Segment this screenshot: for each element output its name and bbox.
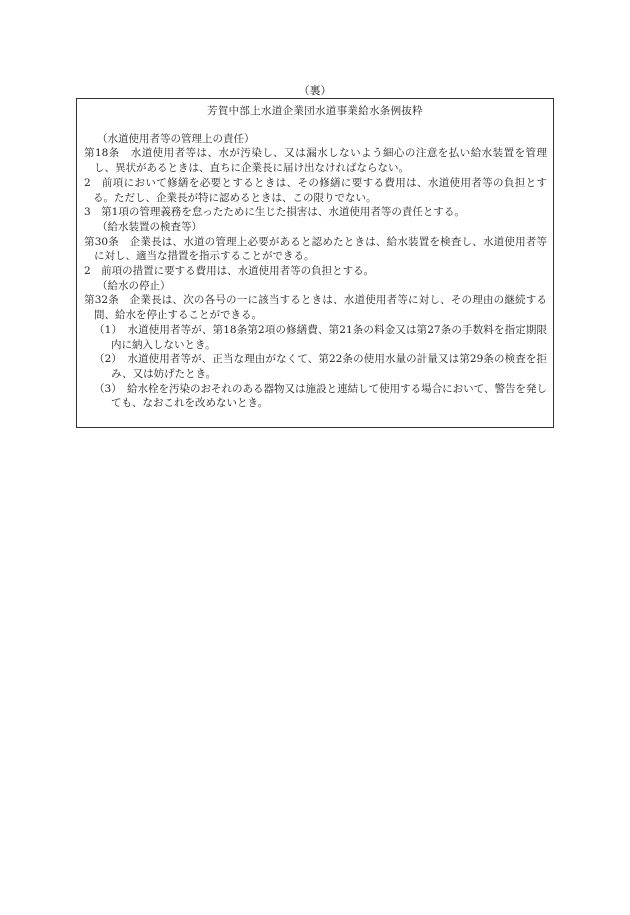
article-18: 第18条 水道使用者等は、水が汚染し、又は漏水しないよう細心の注意を払い給水装置を管理し、異状があるときは、直ちに企業長に届け出なければならない。	[84, 147, 547, 175]
article-30: 第30条 企業長は、水道の管理上必要があると認めたときは、給水装置を検査し、水道使用者等に対し、適当な措置を指示することができる。	[84, 235, 547, 263]
spacer	[77, 119, 553, 132]
article-32-item-3: （3） 給水栓を汚染のおそれのある器物又は施設と連結して使用する場合において、警告を発しても、なおこれを改めないとき。	[94, 382, 547, 410]
section-inspection	[77, 220, 553, 279]
page-side-label: （裏）	[298, 84, 332, 97]
section-management-responsibility	[77, 132, 553, 220]
document-title: 芳賀中部上水道企業団水道事業給水条例抜粋	[207, 105, 423, 117]
article-30-paragraph-2: 2 前項の措置に要する費用は、水道使用者等の負担とする。	[84, 265, 375, 278]
section-heading: （給水の停止）	[97, 279, 171, 292]
article-18-paragraph-2: 2 前項において修繕を必要とするときは、その修繕に要する費用は、水道使用者等の負担とする。ただし、企業長が特に認めるときは、この限りでない。	[84, 176, 547, 204]
section-heading: （水道使用者等の管理上の責任）	[97, 132, 255, 145]
section-supply-suspension	[77, 279, 553, 411]
article-18-paragraph-3: 3 第1項の管理義務を怠ったために生じた損害は、水道使用者等の責任とする。	[84, 206, 465, 219]
section-heading: （給水装置の検査等）	[97, 220, 202, 233]
article-32-item-2: （2） 水道使用者等が、正当な理由がなくて、第22条の使用水量の計量又は第29条の検査を拒み、又は妨げたとき。	[94, 353, 547, 380]
article-32-item-1: （1） 水道使用者等が、第18条第2項の修繕費、第21条の料金又は第27条の手数料を指定期限内に納入しないとき。	[94, 323, 547, 351]
ordinance-excerpt-box	[76, 98, 554, 428]
article-32: 第32条 企業長は、次の各号の一に該当するときは、水道使用者等に対し、その理由の継続する間、給水を停止することができる。	[84, 294, 547, 322]
